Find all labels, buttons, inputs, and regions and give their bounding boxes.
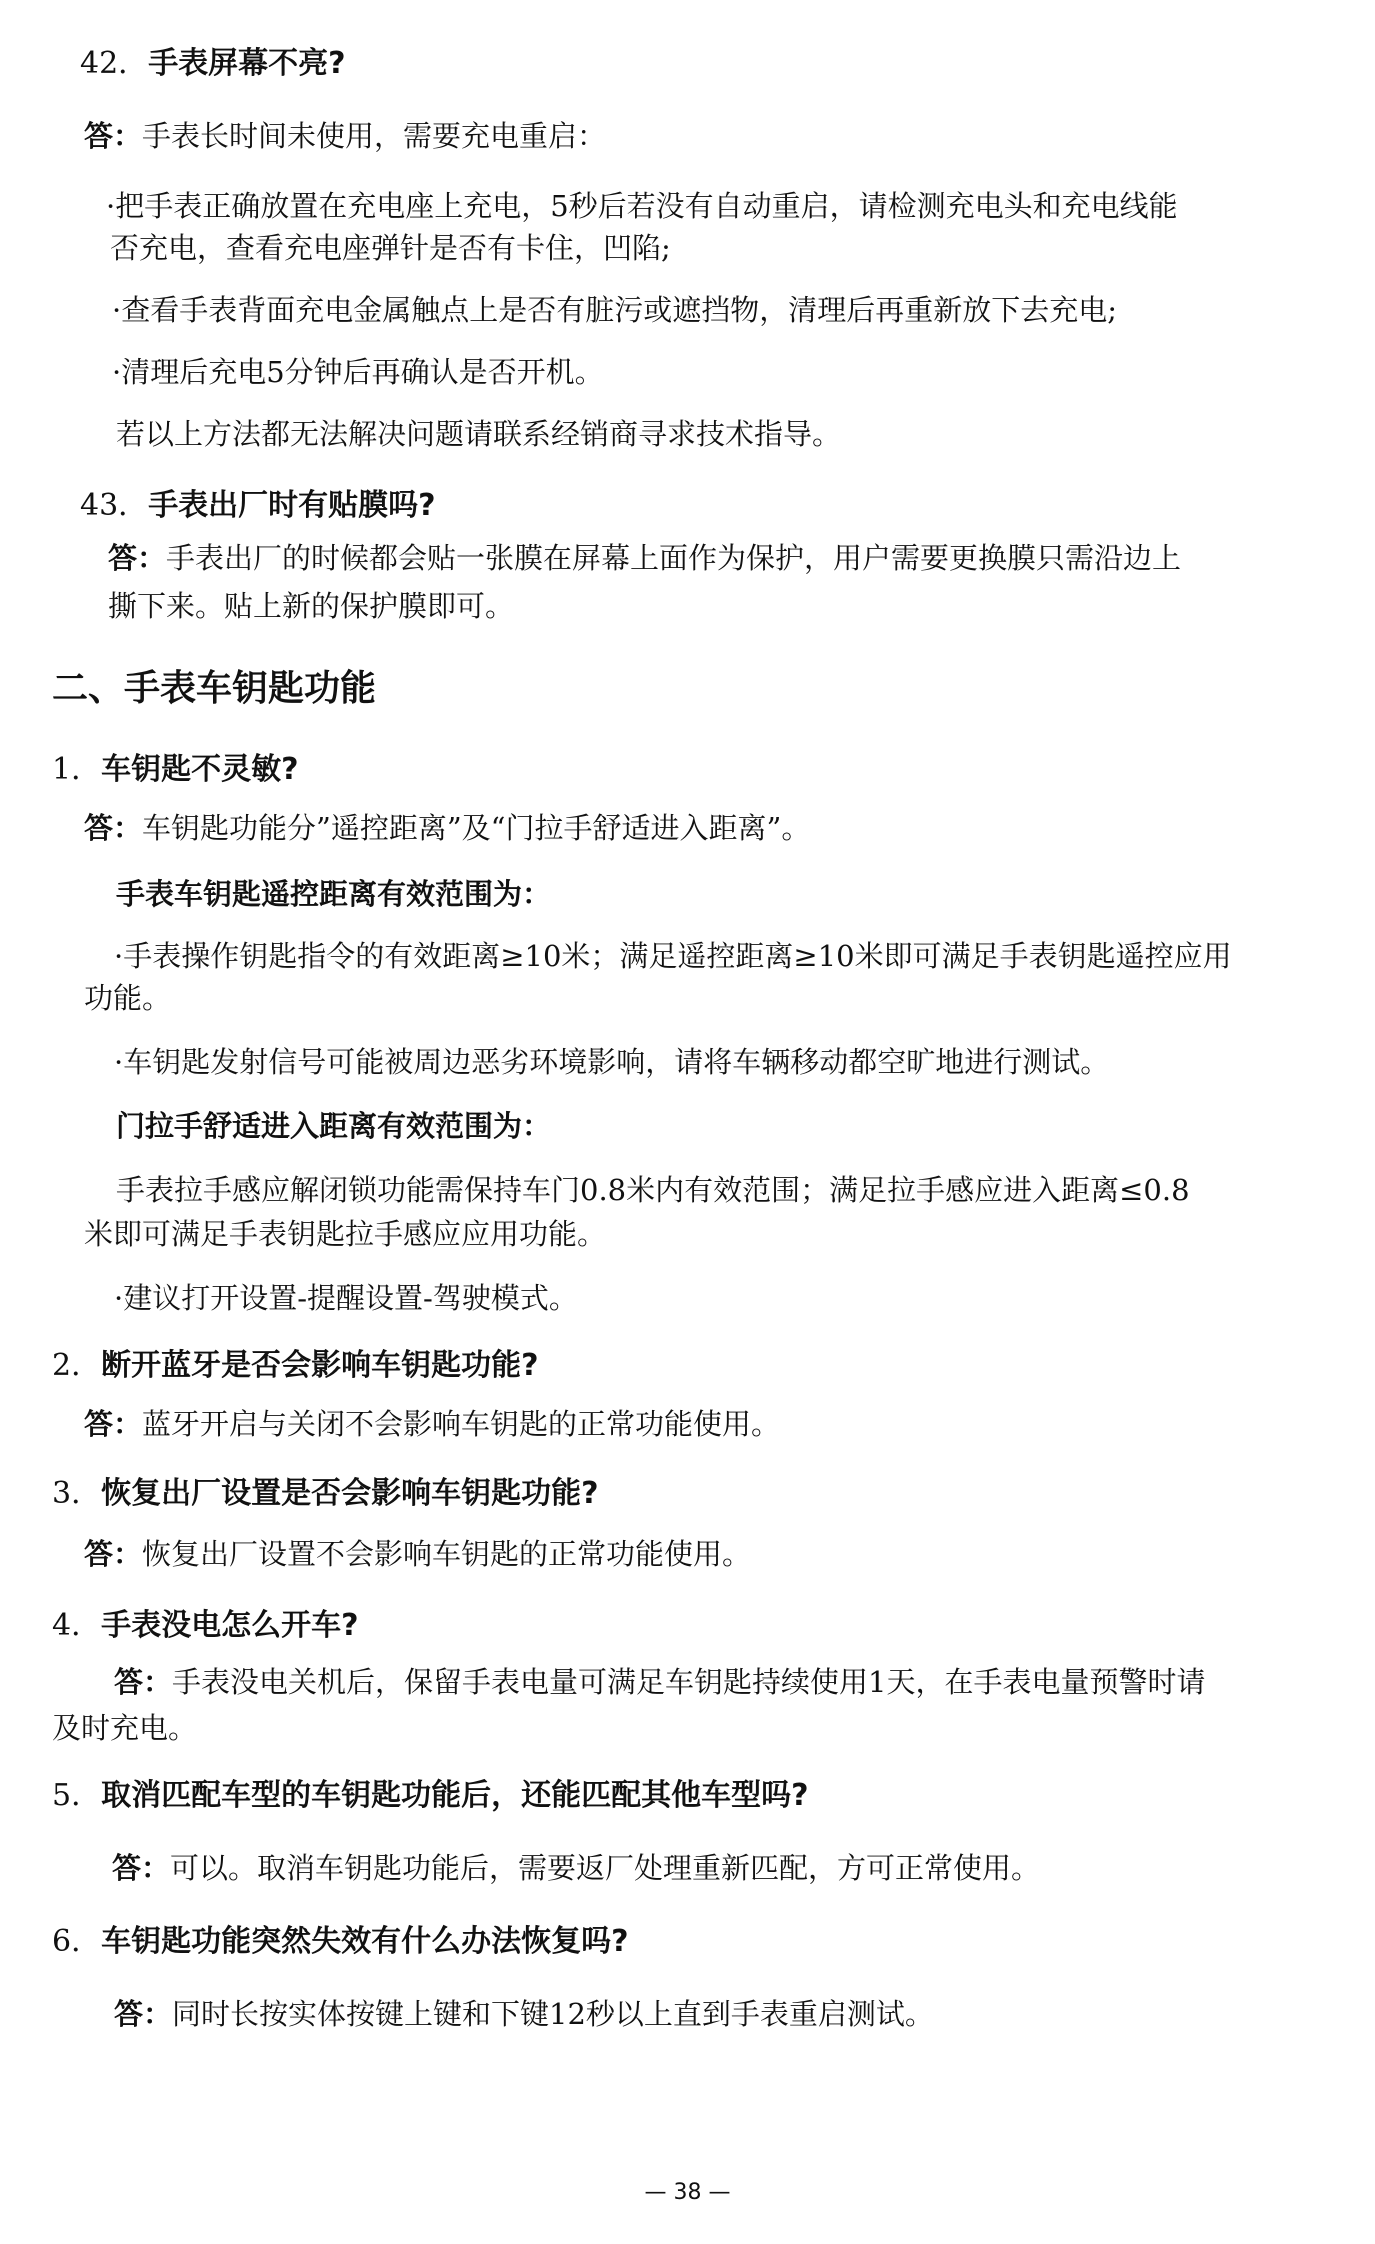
question-43 [80,484,436,528]
note-line: 若以上方法都无法解决问题请联系经销商寻求技术指导。 [116,417,842,451]
answer-text: 车钥匙功能分”遥控距离”及“门拉手舒适进入距离”。 [142,811,811,845]
bullet-line: ·把手表正确放置在充电座上充电，5秒后若没有自动重启，请检测充电头和充电线能 [106,189,1178,223]
answer-label: 答： [84,1537,143,1571]
answer-label: 答： [112,1851,171,1885]
question-number: 5． [52,1778,102,1813]
question-3 [52,1472,599,1516]
question-42 [80,42,346,86]
answer-text: 手表长时间未使用，需要充电重启： [142,119,607,153]
answer-label: 答： [114,1665,173,1699]
bullet-continuation: 功能。 [84,981,172,1015]
answer-text: 手表出厂的时候都会贴一张膜在屏幕上面作为保护，用户需要更换膜只需沿边上 [166,541,1182,575]
answer-label: 答： [84,811,143,845]
answer-1 [84,806,810,850]
answer-label: 答： [84,119,143,153]
section-heading: 二、手表车钥匙功能 [52,668,377,709]
question-2 [52,1344,539,1388]
answer-continuation: 撕下来。贴上新的保护膜即可。 [108,589,515,623]
question-number: 43． [80,488,149,523]
answer-5 [112,1846,1040,1890]
bullet-line: ·车钥匙发射信号可能被周边恶劣环境影响，请将车辆移动都空旷地进行测试。 [114,1045,1110,1079]
question-6 [52,1920,629,1964]
answer-6 [114,1992,934,2036]
question-5 [52,1774,809,1818]
bullet-line: ·建议打开设置-提醒设置-驾驶模式。 [114,1281,578,1315]
question-title: 手表没电怎么开车? [101,1608,359,1643]
answer-4 [114,1660,1205,1704]
answer-label: 答： [84,1407,143,1441]
question-title: 断开蓝牙是否会影响车钥匙功能? [101,1348,539,1383]
answer-2 [84,1402,780,1446]
answer-text: 手表没电关机后，保留手表电量可满足车钥匙持续使用1天，在手表电量预警时请 [172,1665,1206,1699]
question-number: 2． [52,1348,102,1383]
answer-3 [84,1532,751,1576]
body-continuation: 米即可满足手表钥匙拉手感应应用功能。 [84,1217,607,1251]
answer-label: 答： [108,541,167,575]
answer-42 [84,114,606,158]
page-number: — 38 — [644,2180,731,2205]
question-4 [52,1604,359,1648]
question-number: 3． [52,1476,102,1511]
answer-text: 蓝牙开启与关闭不会影响车钥匙的正常功能使用。 [142,1407,781,1441]
question-title: 取消匹配车型的车钥匙功能后，还能匹配其他车型吗? [101,1778,809,1813]
question-number: 4． [52,1608,102,1643]
question-title: 车钥匙功能突然失效有什么办法恢复吗? [101,1924,629,1959]
question-number: 42． [80,46,149,81]
question-number: 6． [52,1924,102,1959]
question-title: 手表屏幕不亮? [148,46,346,81]
subheading-handle-range: 门拉手舒适进入距离有效范围为： [116,1109,552,1143]
answer-text: 可以。取消车钥匙功能后，需要返厂处理重新匹配，方可正常使用。 [170,1851,1041,1885]
answer-text: 同时长按实体按键上键和下键12秒以上直到手表重启测试。 [172,1997,934,2031]
answer-text: 恢复出厂设置不会影响车钥匙的正常功能使用。 [142,1537,752,1571]
answer-43 [108,536,1181,580]
question-title: 手表出厂时有贴膜吗? [148,488,436,523]
question-number: 1． [52,752,102,787]
bullet-line: ·查看手表背面充电金属触点上是否有脏污或遮挡物，清理后再重新放下去充电; [112,293,1117,327]
bullet-line: ·清理后充电5分钟后再确认是否开机。 [112,355,604,389]
answer-continuation: 及时充电。 [52,1711,198,1745]
question-title: 车钥匙不灵敏? [101,752,299,787]
question-1 [52,748,299,792]
bullet-line: 否充电，查看充电座弹针是否有卡住，凹陷; [110,231,671,265]
body-line: 手表拉手感应解闭锁功能需保持车门0.8米内有效范围；满足拉手感应进入距离≤0.8 [116,1173,1190,1207]
answer-label: 答： [114,1997,173,2031]
bullet-line: ·手表操作钥匙指令的有效距离≥10米；满足遥控距离≥10米即可满足手表钥匙遥控应用 [114,939,1232,973]
subheading-remote-range: 手表车钥匙遥控距离有效范围为： [116,877,552,911]
question-title: 恢复出厂设置是否会影响车钥匙功能? [101,1476,599,1511]
